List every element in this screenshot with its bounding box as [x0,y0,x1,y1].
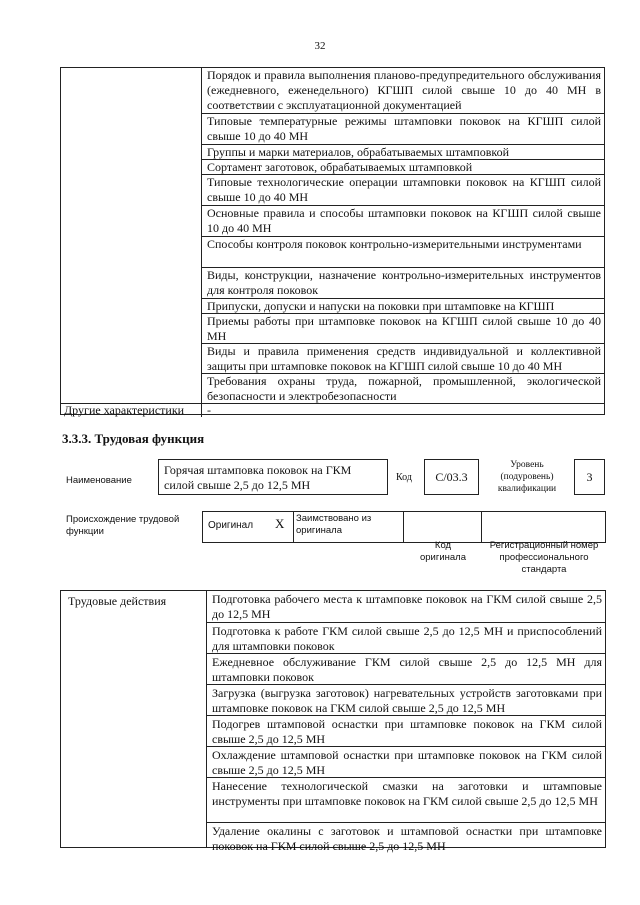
qualification-level-label: Уровень (подуровень) квалификации [497,460,557,494]
function-name-box: Горячая штамповка поковок на ГКМ силой свыше 2,5 до 12,5 МН [158,459,388,495]
table-row: Типовые температурные режимы штамповки поковок на КГШП силой свыше 10 до 40 МН [202,113,604,144]
section-title: 3.3.3. Трудовая функция [62,431,205,446]
knowledge-table [60,67,605,415]
table-row: Приемы работы при штамповке поковок на КГШП силой свыше 10 до 40 МН [202,313,604,343]
table-row: Нанесение технологической смазки на заготовки и штамповые инструменты при штамповке поковок на ГКМ силой свыше 2,5 до 12,5 МН [207,777,605,822]
page-number: 32 [314,40,326,52]
other-characteristics-value: - [207,403,211,417]
registration-number-label: Регистрационный номер профессионального стандарта [489,540,599,575]
table-row: Порядок и правила выполнения планово-предупредительного обслуживания (ежедневного, еженедельного) КГШП силой свыше 10 до 40 МН в соответствии с эксплуатационной документацией [207,68,601,112]
other-characteristics-label: Другие характеристики [64,403,185,417]
table-row: Виды, конструкции, назначение контрольно-измерительных инструментов для контроля поковок [202,267,604,298]
table-row: Способы контроля поковок контрольно-измерительными инструментами [202,236,604,267]
code-label: Код [396,472,412,483]
name-label: Наименование [66,475,132,486]
table-row: Подогрев штамповой оснастки при штамповке поковок на ГКМ силой свыше 2,5 до 12,5 МН [207,715,605,746]
borrowed-label: Заимствовано из оригинала [296,513,372,536]
function-code-box: С/03.3 [424,459,479,495]
other-characteristics-row [61,403,604,417]
table-row: Удаление окалины с заготовок и штамповой оснастки при штамповке поковок на ГКМ силой свыше 2,5 до 12,5 МН [207,822,605,849]
table-row: Охлаждение штамповой оснастки при штамповке поковок на ГКМ силой свыше 2,5 до 12,5 МН [207,746,605,777]
grid-divider [403,512,404,542]
table-row: Загрузка (выгрузка заготовок) нагревательных устройств заготовками при штамповке поковок на ГКМ силой свыше 2,5 до 12,5 МН [207,684,605,715]
table-row: Ежедневное обслуживание ГКМ силой свыше 2,5 до 12,5 МН для штамповки поковок [207,653,605,684]
original-mark: X [275,516,285,531]
labor-actions-table [60,590,606,853]
table-row: Требования охраны труда, пожарной, промышленной, экологической безопасности и электробезопасности [202,373,604,403]
labor-actions-label: Трудовые действия [68,594,167,608]
code-original-label: Код оригинала [419,540,466,563]
grid-divider [293,512,294,542]
table-row: Сортамент заготовок, обрабатываемых штамповкой [202,159,604,174]
origin-label: Происхождение трудовой функции [66,514,180,537]
origin-grid [202,511,606,543]
qualification-level-box: 3 [574,459,605,495]
table-row: Типовые технологические операции штамповки поковок на КГШП силой свыше 10 до 40 МН [202,174,604,205]
table-row: Виды и правила применения средств индивидуальной и коллективной защиты при штамповке поковок на КГШП силой свыше 10 до 40 МН [202,343,604,373]
grid-divider [481,512,482,542]
table-row: Припуски, допуски и напуски на поковки при штамповке на КГШП [202,298,604,313]
table-row: Группы и марки материалов, обрабатываемых штамповкой [202,144,604,159]
column-divider [201,404,202,417]
original-label: Оригинал [208,520,254,531]
table-row: Подготовка рабочего места к штамповке поковок на ГКМ силой свыше 2,5 до 12,5 МН [212,592,602,621]
table-row: Основные правила и способы штамповки поковок на КГШП силой свыше 10 до 40 МН [202,205,604,236]
table-row: Подготовка к работе ГКМ силой свыше 2,5 до 12,5 МН и приспособлений для штамповки поковок [207,622,605,653]
